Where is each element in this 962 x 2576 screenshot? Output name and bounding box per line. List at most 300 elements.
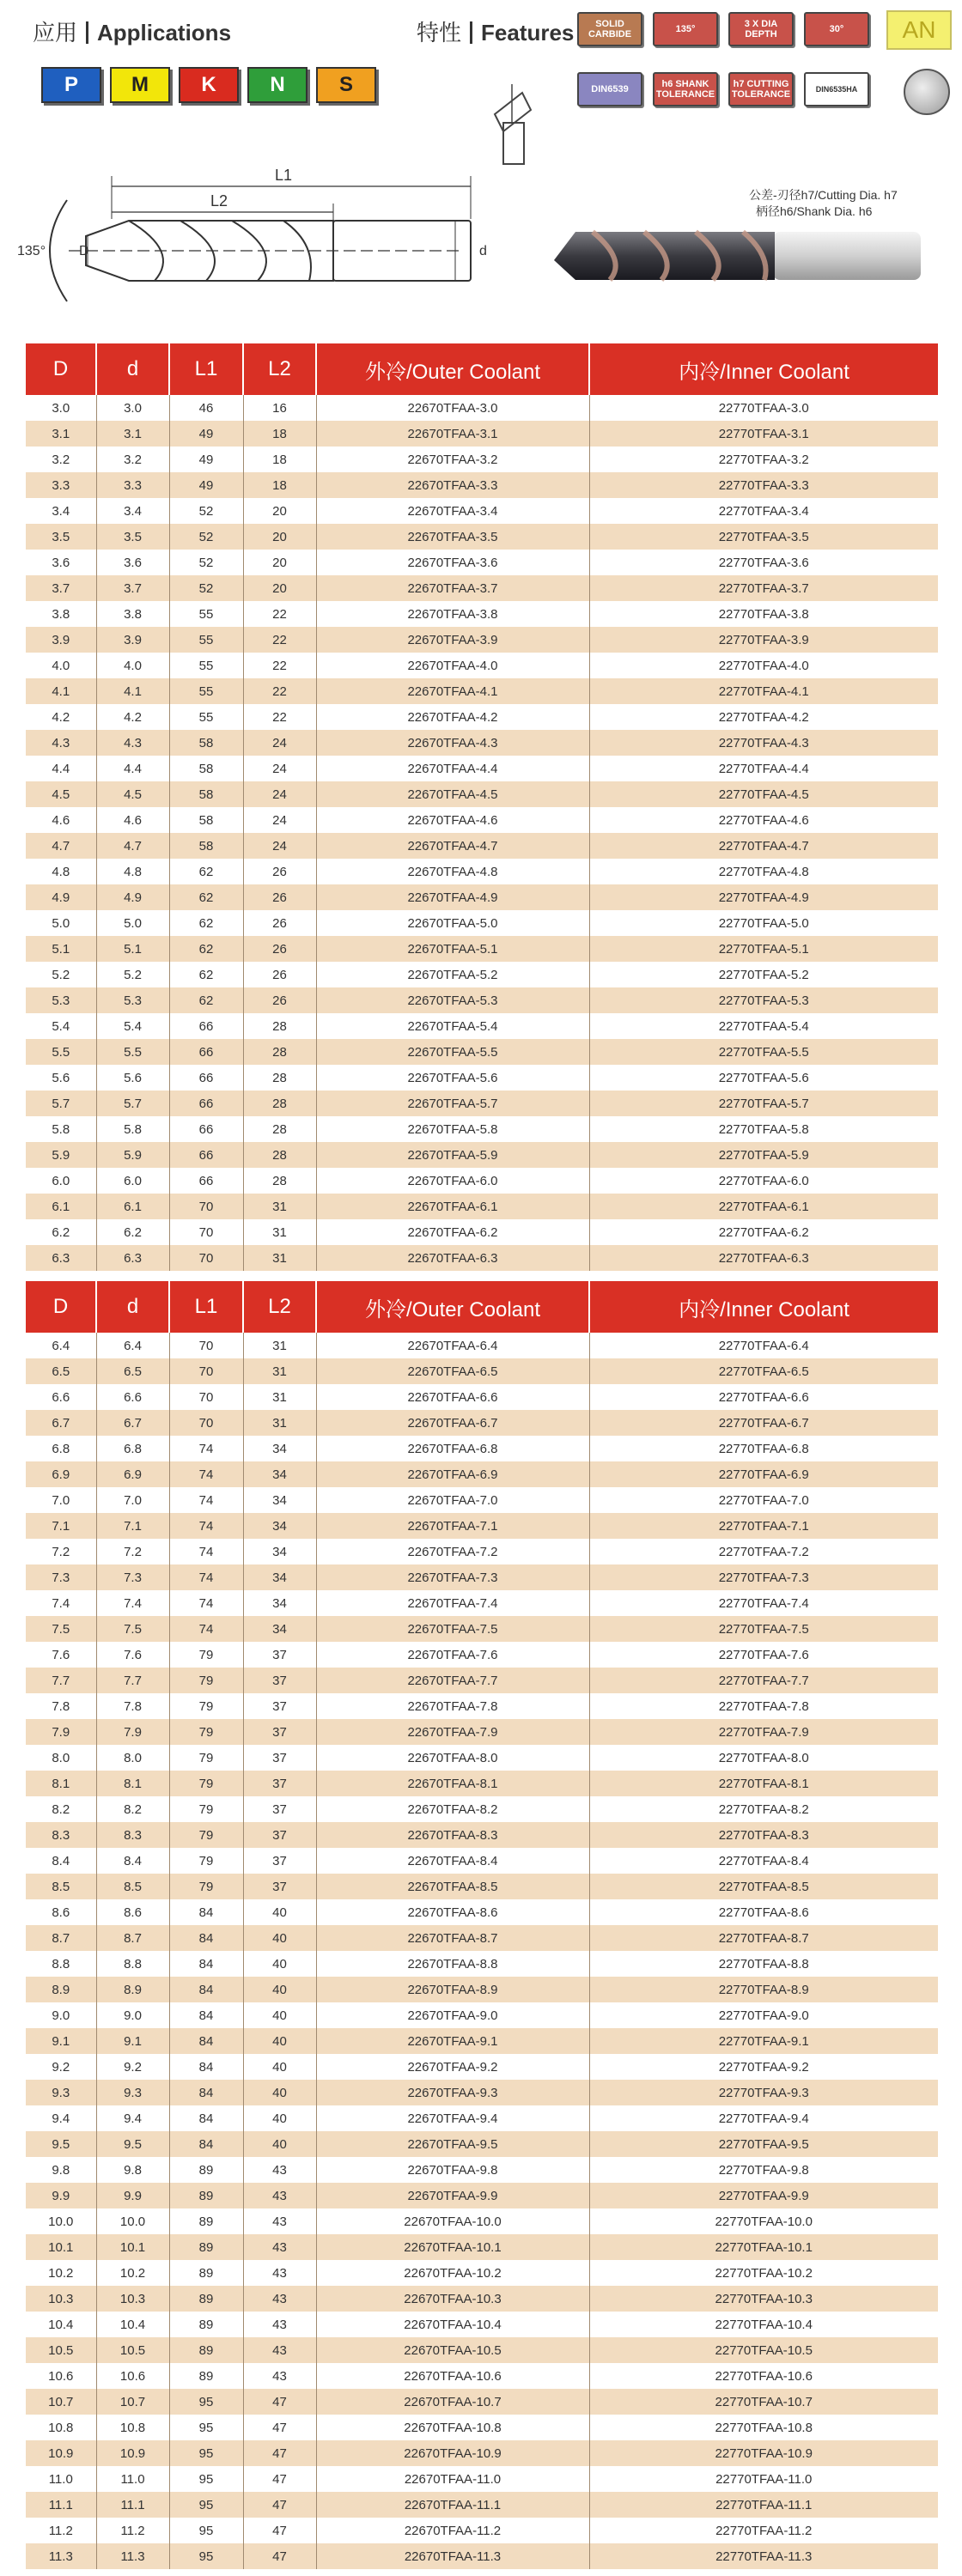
table-row (26, 2363, 938, 2389)
cell-outer-coolant-code: 22670TFAA-8.7 (316, 1925, 589, 1951)
table-row (26, 524, 938, 550)
material-badge-m: M (110, 67, 170, 103)
cell-shank-dia: 10.2 (96, 2260, 169, 2286)
cell-cutting-dia: 8.2 (26, 1796, 96, 1822)
cell-cutting-dia: 4.0 (26, 653, 96, 678)
cell-flute-length: 24 (243, 833, 316, 859)
cell-outer-coolant-code: 22670TFAA-9.0 (316, 2002, 589, 2028)
cell-cutting-dia: 5.3 (26, 987, 96, 1013)
cell-flute-length: 22 (243, 627, 316, 653)
cell-shank-dia: 5.8 (96, 1116, 169, 1142)
cell-outer-coolant-code: 22670TFAA-9.2 (316, 2054, 589, 2080)
table-row (26, 421, 938, 447)
cell-inner-coolant-code: 22770TFAA-7.1 (589, 1513, 938, 1539)
cell-inner-coolant-code: 22770TFAA-4.0 (589, 653, 938, 678)
table-row (26, 472, 938, 498)
table-row (26, 2080, 938, 2105)
cell-cutting-dia: 6.1 (26, 1194, 96, 1219)
cell-cutting-dia: 4.6 (26, 807, 96, 833)
cell-shank-dia: 3.3 (96, 472, 169, 498)
cell-shank-dia: 5.0 (96, 910, 169, 936)
cell-overall-length: 74 (169, 1539, 243, 1564)
cell-flute-length: 40 (243, 1925, 316, 1951)
cell-flute-length: 34 (243, 1539, 316, 1564)
cell-shank-dia: 3.5 (96, 524, 169, 550)
cell-overall-length: 62 (169, 987, 243, 1013)
cell-flute-length: 28 (243, 1091, 316, 1116)
cell-shank-dia: 7.5 (96, 1616, 169, 1642)
cell-overall-length: 52 (169, 575, 243, 601)
cell-outer-coolant-code: 22670TFAA-10.4 (316, 2312, 589, 2337)
cell-shank-dia: 10.3 (96, 2286, 169, 2312)
cell-inner-coolant-code: 22770TFAA-5.0 (589, 910, 938, 936)
cell-outer-coolant-code: 22670TFAA-11.2 (316, 2518, 589, 2543)
cell-shank-dia: 7.6 (96, 1642, 169, 1668)
cell-overall-length: 52 (169, 498, 243, 524)
cell-cutting-dia: 7.0 (26, 1487, 96, 1513)
material-badge-k: K (179, 67, 239, 103)
cell-overall-length: 84 (169, 2028, 243, 2054)
cell-shank-dia: 7.0 (96, 1487, 169, 1513)
cell-outer-coolant-code: 22670TFAA-6.9 (316, 1461, 589, 1487)
cell-shank-dia: 4.0 (96, 653, 169, 678)
cell-inner-coolant-code: 22770TFAA-3.2 (589, 447, 938, 472)
table-row (26, 2054, 938, 2080)
table-row (26, 2208, 938, 2234)
table-row (26, 1487, 938, 1513)
cell-shank-dia: 6.5 (96, 1358, 169, 1384)
cell-outer-coolant-code: 22670TFAA-4.4 (316, 756, 589, 781)
cell-overall-length: 95 (169, 2543, 243, 2569)
cell-cutting-dia: 9.3 (26, 2080, 96, 2105)
cell-cutting-dia: 4.3 (26, 730, 96, 756)
cell-cutting-dia: 8.3 (26, 1822, 96, 1848)
header-overall-length: L1 (169, 343, 243, 395)
d-lower-label: d (479, 244, 487, 258)
cell-overall-length: 79 (169, 1745, 243, 1771)
cell-shank-dia: 8.4 (96, 1848, 169, 1874)
cell-cutting-dia: 3.5 (26, 524, 96, 550)
table-row (26, 2337, 938, 2363)
cell-outer-coolant-code: 22670TFAA-9.3 (316, 2080, 589, 2105)
cell-shank-dia: 5.1 (96, 936, 169, 962)
cell-outer-coolant-code: 22670TFAA-5.2 (316, 962, 589, 987)
cell-outer-coolant-code: 22670TFAA-8.3 (316, 1822, 589, 1848)
cell-cutting-dia: 7.4 (26, 1590, 96, 1616)
cell-flute-length: 37 (243, 1745, 316, 1771)
cell-flute-length: 47 (243, 2466, 316, 2492)
table-row (26, 2260, 938, 2286)
cell-outer-coolant-code: 22670TFAA-7.3 (316, 1564, 589, 1590)
cell-flute-length: 37 (243, 1693, 316, 1719)
cell-overall-length: 66 (169, 1039, 243, 1065)
cell-inner-coolant-code: 22770TFAA-6.1 (589, 1194, 938, 1219)
cell-flute-length: 31 (243, 1245, 316, 1271)
cell-outer-coolant-code: 22670TFAA-5.6 (316, 1065, 589, 1091)
table-row (26, 1668, 938, 1693)
cell-cutting-dia: 9.8 (26, 2157, 96, 2183)
cell-cutting-dia: 10.9 (26, 2440, 96, 2466)
table-row (26, 2518, 938, 2543)
cell-inner-coolant-code: 22770TFAA-8.1 (589, 1771, 938, 1796)
cell-outer-coolant-code: 22670TFAA-9.9 (316, 2183, 589, 2208)
cell-shank-dia: 4.7 (96, 833, 169, 859)
cell-flute-length: 43 (243, 2286, 316, 2312)
cell-cutting-dia: 4.2 (26, 704, 96, 730)
cell-cutting-dia: 10.4 (26, 2312, 96, 2337)
cell-shank-dia: 10.7 (96, 2389, 169, 2415)
cutting-tolerance-text: 公差-刃径h7/Cutting Dia. h7 (749, 188, 898, 202)
table-row (26, 756, 938, 781)
cell-overall-length: 89 (169, 2312, 243, 2337)
cell-overall-length: 84 (169, 2080, 243, 2105)
cell-shank-dia: 4.9 (96, 884, 169, 910)
cell-shank-dia: 10.8 (96, 2415, 169, 2440)
cell-shank-dia: 5.6 (96, 1065, 169, 1091)
table-row (26, 2105, 938, 2131)
cell-outer-coolant-code: 22670TFAA-4.3 (316, 730, 589, 756)
cell-inner-coolant-code: 22770TFAA-4.2 (589, 704, 938, 730)
material-badge-s: S (316, 67, 376, 103)
cell-shank-dia: 4.6 (96, 807, 169, 833)
cell-cutting-dia: 3.2 (26, 447, 96, 472)
cell-shank-dia: 4.5 (96, 781, 169, 807)
cell-inner-coolant-code: 22770TFAA-7.4 (589, 1590, 938, 1616)
cell-flute-length: 24 (243, 807, 316, 833)
cell-inner-coolant-code: 22770TFAA-4.3 (589, 730, 938, 756)
cell-overall-length: 89 (169, 2363, 243, 2389)
cell-overall-length: 62 (169, 884, 243, 910)
cell-overall-length: 79 (169, 1848, 243, 1874)
cell-inner-coolant-code: 22770TFAA-4.7 (589, 833, 938, 859)
cell-overall-length: 84 (169, 1977, 243, 2002)
cell-outer-coolant-code: 22670TFAA-11.3 (316, 2543, 589, 2569)
table-row (26, 1091, 938, 1116)
table-row (26, 2157, 938, 2183)
cell-outer-coolant-code: 22670TFAA-11.1 (316, 2492, 589, 2518)
cell-overall-length: 74 (169, 1513, 243, 1539)
cell-inner-coolant-code: 22770TFAA-10.7 (589, 2389, 938, 2415)
header-overall-length: L1 (169, 1281, 243, 1333)
solid-carbide-badge: SOLID CARBIDE (577, 12, 642, 46)
cell-inner-coolant-code: 22770TFAA-6.0 (589, 1168, 938, 1194)
cell-overall-length: 79 (169, 1771, 243, 1796)
table-row (26, 1539, 938, 1564)
cell-inner-coolant-code: 22770TFAA-5.8 (589, 1116, 938, 1142)
cell-overall-length: 95 (169, 2518, 243, 2543)
cell-cutting-dia: 10.8 (26, 2415, 96, 2440)
helix-angle-badge: 30° (804, 12, 869, 46)
table-row (26, 678, 938, 704)
drill-cross-section-icon (904, 69, 950, 115)
cell-flute-length: 26 (243, 936, 316, 962)
cell-inner-coolant-code: 22770TFAA-7.6 (589, 1642, 938, 1668)
cell-outer-coolant-code: 22670TFAA-7.5 (316, 1616, 589, 1642)
cell-flute-length: 43 (243, 2234, 316, 2260)
table-header-row (26, 1281, 938, 1333)
table-row (26, 627, 938, 653)
din6535ha-badge: DIN6535HA (804, 72, 869, 106)
cell-inner-coolant-code: 22770TFAA-5.9 (589, 1142, 938, 1168)
cell-shank-dia: 7.9 (96, 1719, 169, 1745)
cell-flute-length: 34 (243, 1436, 316, 1461)
cell-shank-dia: 6.1 (96, 1194, 169, 1219)
product-table-part2 (26, 1281, 938, 2569)
cell-cutting-dia: 4.5 (26, 781, 96, 807)
cell-outer-coolant-code: 22670TFAA-3.1 (316, 421, 589, 447)
cell-cutting-dia: 10.2 (26, 2260, 96, 2286)
cell-flute-length: 47 (243, 2492, 316, 2518)
cell-outer-coolant-code: 22670TFAA-5.7 (316, 1091, 589, 1116)
cell-inner-coolant-code: 22770TFAA-4.4 (589, 756, 938, 781)
cell-cutting-dia: 5.5 (26, 1039, 96, 1065)
cell-overall-length: 89 (169, 2260, 243, 2286)
table-row (26, 910, 938, 936)
cell-flute-length: 47 (243, 2543, 316, 2569)
cell-flute-length: 43 (243, 2337, 316, 2363)
cell-inner-coolant-code: 22770TFAA-8.8 (589, 1951, 938, 1977)
cell-shank-dia: 8.1 (96, 1771, 169, 1796)
cell-overall-length: 84 (169, 1925, 243, 1951)
table-row (26, 601, 938, 627)
cell-outer-coolant-code: 22670TFAA-7.8 (316, 1693, 589, 1719)
cell-cutting-dia: 3.0 (26, 395, 96, 421)
cell-outer-coolant-code: 22670TFAA-8.1 (316, 1771, 589, 1796)
cell-shank-dia: 6.3 (96, 1245, 169, 1271)
cell-flute-length: 31 (243, 1219, 316, 1245)
cell-inner-coolant-code: 22770TFAA-9.3 (589, 2080, 938, 2105)
cell-inner-coolant-code: 22770TFAA-3.9 (589, 627, 938, 653)
table-row (26, 1410, 938, 1436)
cell-overall-length: 89 (169, 2183, 243, 2208)
table-row (26, 987, 938, 1013)
table-row (26, 2440, 938, 2466)
cell-inner-coolant-code: 22770TFAA-3.4 (589, 498, 938, 524)
cell-inner-coolant-code: 22770TFAA-9.0 (589, 2002, 938, 2028)
cell-overall-length: 79 (169, 1668, 243, 1693)
table-header-row (26, 343, 938, 395)
cell-inner-coolant-code: 22770TFAA-6.5 (589, 1358, 938, 1384)
cell-flute-length: 34 (243, 1564, 316, 1590)
cell-outer-coolant-code: 22670TFAA-7.9 (316, 1719, 589, 1745)
cell-overall-length: 84 (169, 2054, 243, 2080)
cell-outer-coolant-code: 22670TFAA-6.2 (316, 1219, 589, 1245)
cell-flute-length: 40 (243, 1899, 316, 1925)
cell-overall-length: 84 (169, 2131, 243, 2157)
table-row (26, 1384, 938, 1410)
cell-inner-coolant-code: 22770TFAA-10.4 (589, 2312, 938, 2337)
cell-outer-coolant-code: 22670TFAA-7.2 (316, 1539, 589, 1564)
cell-outer-coolant-code: 22670TFAA-5.4 (316, 1013, 589, 1039)
cell-inner-coolant-code: 22770TFAA-10.3 (589, 2286, 938, 2312)
cell-overall-length: 70 (169, 1194, 243, 1219)
cell-outer-coolant-code: 22670TFAA-4.6 (316, 807, 589, 833)
cell-cutting-dia: 6.7 (26, 1410, 96, 1436)
cell-shank-dia: 8.5 (96, 1874, 169, 1899)
cell-outer-coolant-code: 22670TFAA-9.5 (316, 2131, 589, 2157)
cell-outer-coolant-code: 22670TFAA-9.1 (316, 2028, 589, 2054)
cell-overall-length: 55 (169, 678, 243, 704)
cell-outer-coolant-code: 22670TFAA-10.6 (316, 2363, 589, 2389)
cell-outer-coolant-code: 22670TFAA-7.6 (316, 1642, 589, 1668)
header-outer-coolant: 外冷/Outer Coolant (316, 343, 589, 395)
heading-divider (86, 21, 88, 44)
cell-flute-length: 47 (243, 2389, 316, 2415)
cell-flute-length: 28 (243, 1039, 316, 1065)
cell-cutting-dia: 8.8 (26, 1951, 96, 1977)
cell-cutting-dia: 8.1 (26, 1771, 96, 1796)
cell-overall-length: 74 (169, 1564, 243, 1590)
table-row (26, 1925, 938, 1951)
cell-inner-coolant-code: 22770TFAA-3.6 (589, 550, 938, 575)
cell-overall-length: 95 (169, 2492, 243, 2518)
cell-flute-length: 47 (243, 2440, 316, 2466)
cell-flute-length: 31 (243, 1194, 316, 1219)
cell-overall-length: 58 (169, 756, 243, 781)
cell-outer-coolant-code: 22670TFAA-4.7 (316, 833, 589, 859)
cell-overall-length: 55 (169, 653, 243, 678)
cell-shank-dia: 9.4 (96, 2105, 169, 2131)
cell-cutting-dia: 5.7 (26, 1091, 96, 1116)
header-cutting-dia: D (26, 1281, 96, 1333)
cell-cutting-dia: 9.2 (26, 2054, 96, 2080)
cell-inner-coolant-code: 22770TFAA-11.0 (589, 2466, 938, 2492)
l2-label: L2 (210, 192, 228, 210)
table-row (26, 704, 938, 730)
cell-cutting-dia: 8.4 (26, 1848, 96, 1874)
tolerance-note (749, 187, 898, 220)
cell-shank-dia: 9.9 (96, 2183, 169, 2208)
cell-flute-length: 34 (243, 1590, 316, 1616)
cell-flute-length: 26 (243, 962, 316, 987)
cell-cutting-dia: 11.2 (26, 2518, 96, 2543)
cell-overall-length: 95 (169, 2466, 243, 2492)
cell-cutting-dia: 8.9 (26, 1977, 96, 2002)
cell-flute-length: 22 (243, 678, 316, 704)
cell-cutting-dia: 3.9 (26, 627, 96, 653)
cell-flute-length: 34 (243, 1487, 316, 1513)
table-row (26, 2286, 938, 2312)
cell-outer-coolant-code: 22670TFAA-8.2 (316, 1796, 589, 1822)
cell-inner-coolant-code: 22770TFAA-8.9 (589, 1977, 938, 2002)
table-row (26, 1358, 938, 1384)
features-cn: 特性 (417, 20, 462, 46)
cell-outer-coolant-code: 22670TFAA-6.5 (316, 1358, 589, 1384)
cell-shank-dia: 5.3 (96, 987, 169, 1013)
cell-shank-dia: 9.5 (96, 2131, 169, 2157)
material-badge-p: P (41, 67, 101, 103)
cell-overall-length: 84 (169, 2002, 243, 2028)
table-row (26, 781, 938, 807)
table-row (26, 1771, 938, 1796)
cell-cutting-dia: 8.5 (26, 1874, 96, 1899)
cell-overall-length: 55 (169, 704, 243, 730)
h7-cutting-tolerance-badge: h7 CUTTING TOLERANCE (728, 72, 794, 106)
cell-overall-length: 74 (169, 1616, 243, 1642)
cell-shank-dia: 3.9 (96, 627, 169, 653)
table-row (26, 1039, 938, 1065)
cell-cutting-dia: 6.4 (26, 1333, 96, 1358)
cell-overall-length: 49 (169, 472, 243, 498)
cell-flute-length: 43 (243, 2312, 316, 2337)
table-row (26, 550, 938, 575)
cell-flute-length: 37 (243, 1642, 316, 1668)
drill-photo-image (550, 222, 928, 290)
cell-outer-coolant-code: 22670TFAA-7.7 (316, 1668, 589, 1693)
cell-cutting-dia: 7.8 (26, 1693, 96, 1719)
cell-outer-coolant-code: 22670TFAA-6.6 (316, 1384, 589, 1410)
cell-shank-dia: 6.0 (96, 1168, 169, 1194)
cell-inner-coolant-code: 22770TFAA-6.7 (589, 1410, 938, 1436)
table-row (26, 1194, 938, 1219)
cell-shank-dia: 7.4 (96, 1590, 169, 1616)
cell-overall-length: 66 (169, 1091, 243, 1116)
cell-outer-coolant-code: 22670TFAA-3.3 (316, 472, 589, 498)
cell-flute-length: 47 (243, 2415, 316, 2440)
cell-inner-coolant-code: 22770TFAA-6.2 (589, 1219, 938, 1245)
cell-outer-coolant-code: 22670TFAA-5.1 (316, 936, 589, 962)
table-row (26, 447, 938, 472)
heading-divider (470, 21, 472, 44)
point-angle-badge: 135° (653, 12, 718, 46)
cell-cutting-dia: 10.3 (26, 2286, 96, 2312)
cell-inner-coolant-code: 22770TFAA-9.2 (589, 2054, 938, 2080)
cell-shank-dia: 5.2 (96, 962, 169, 987)
cell-overall-length: 52 (169, 524, 243, 550)
cell-inner-coolant-code: 22770TFAA-11.3 (589, 2543, 938, 2569)
cell-overall-length: 70 (169, 1245, 243, 1271)
cell-flute-length: 18 (243, 472, 316, 498)
cell-outer-coolant-code: 22670TFAA-10.8 (316, 2415, 589, 2440)
cell-flute-length: 22 (243, 601, 316, 627)
cell-shank-dia: 9.3 (96, 2080, 169, 2105)
cell-flute-length: 20 (243, 550, 316, 575)
depth-badge: 3 X DIA DEPTH (728, 12, 794, 46)
cell-cutting-dia: 11.0 (26, 2466, 96, 2492)
table-row (26, 1219, 938, 1245)
features-heading (417, 15, 574, 47)
table-row (26, 1899, 938, 1925)
cell-shank-dia: 9.2 (96, 2054, 169, 2080)
table-row (26, 575, 938, 601)
cell-flute-length: 43 (243, 2208, 316, 2234)
cell-flute-length: 31 (243, 1333, 316, 1358)
applications-en: Applications (97, 20, 232, 46)
cell-shank-dia: 5.9 (96, 1142, 169, 1168)
table-row (26, 884, 938, 910)
product-table-part1 (26, 343, 938, 1271)
cell-outer-coolant-code: 22670TFAA-11.0 (316, 2466, 589, 2492)
cell-inner-coolant-code: 22770TFAA-6.6 (589, 1384, 938, 1410)
cell-outer-coolant-code: 22670TFAA-3.5 (316, 524, 589, 550)
cell-inner-coolant-code: 22770TFAA-7.5 (589, 1616, 938, 1642)
table-row (26, 859, 938, 884)
cell-overall-length: 66 (169, 1013, 243, 1039)
cell-inner-coolant-code: 22770TFAA-7.0 (589, 1487, 938, 1513)
cell-inner-coolant-code: 22770TFAA-4.5 (589, 781, 938, 807)
table-row (26, 1590, 938, 1616)
cell-overall-length: 74 (169, 1461, 243, 1487)
cell-flute-length: 24 (243, 781, 316, 807)
table-row (26, 807, 938, 833)
cell-overall-length: 89 (169, 2337, 243, 2363)
cell-inner-coolant-code: 22770TFAA-5.2 (589, 962, 938, 987)
cell-cutting-dia: 4.9 (26, 884, 96, 910)
cell-overall-length: 49 (169, 421, 243, 447)
cell-outer-coolant-code: 22670TFAA-6.0 (316, 1168, 589, 1194)
cell-overall-length: 79 (169, 1822, 243, 1848)
cell-flute-length: 43 (243, 2157, 316, 2183)
